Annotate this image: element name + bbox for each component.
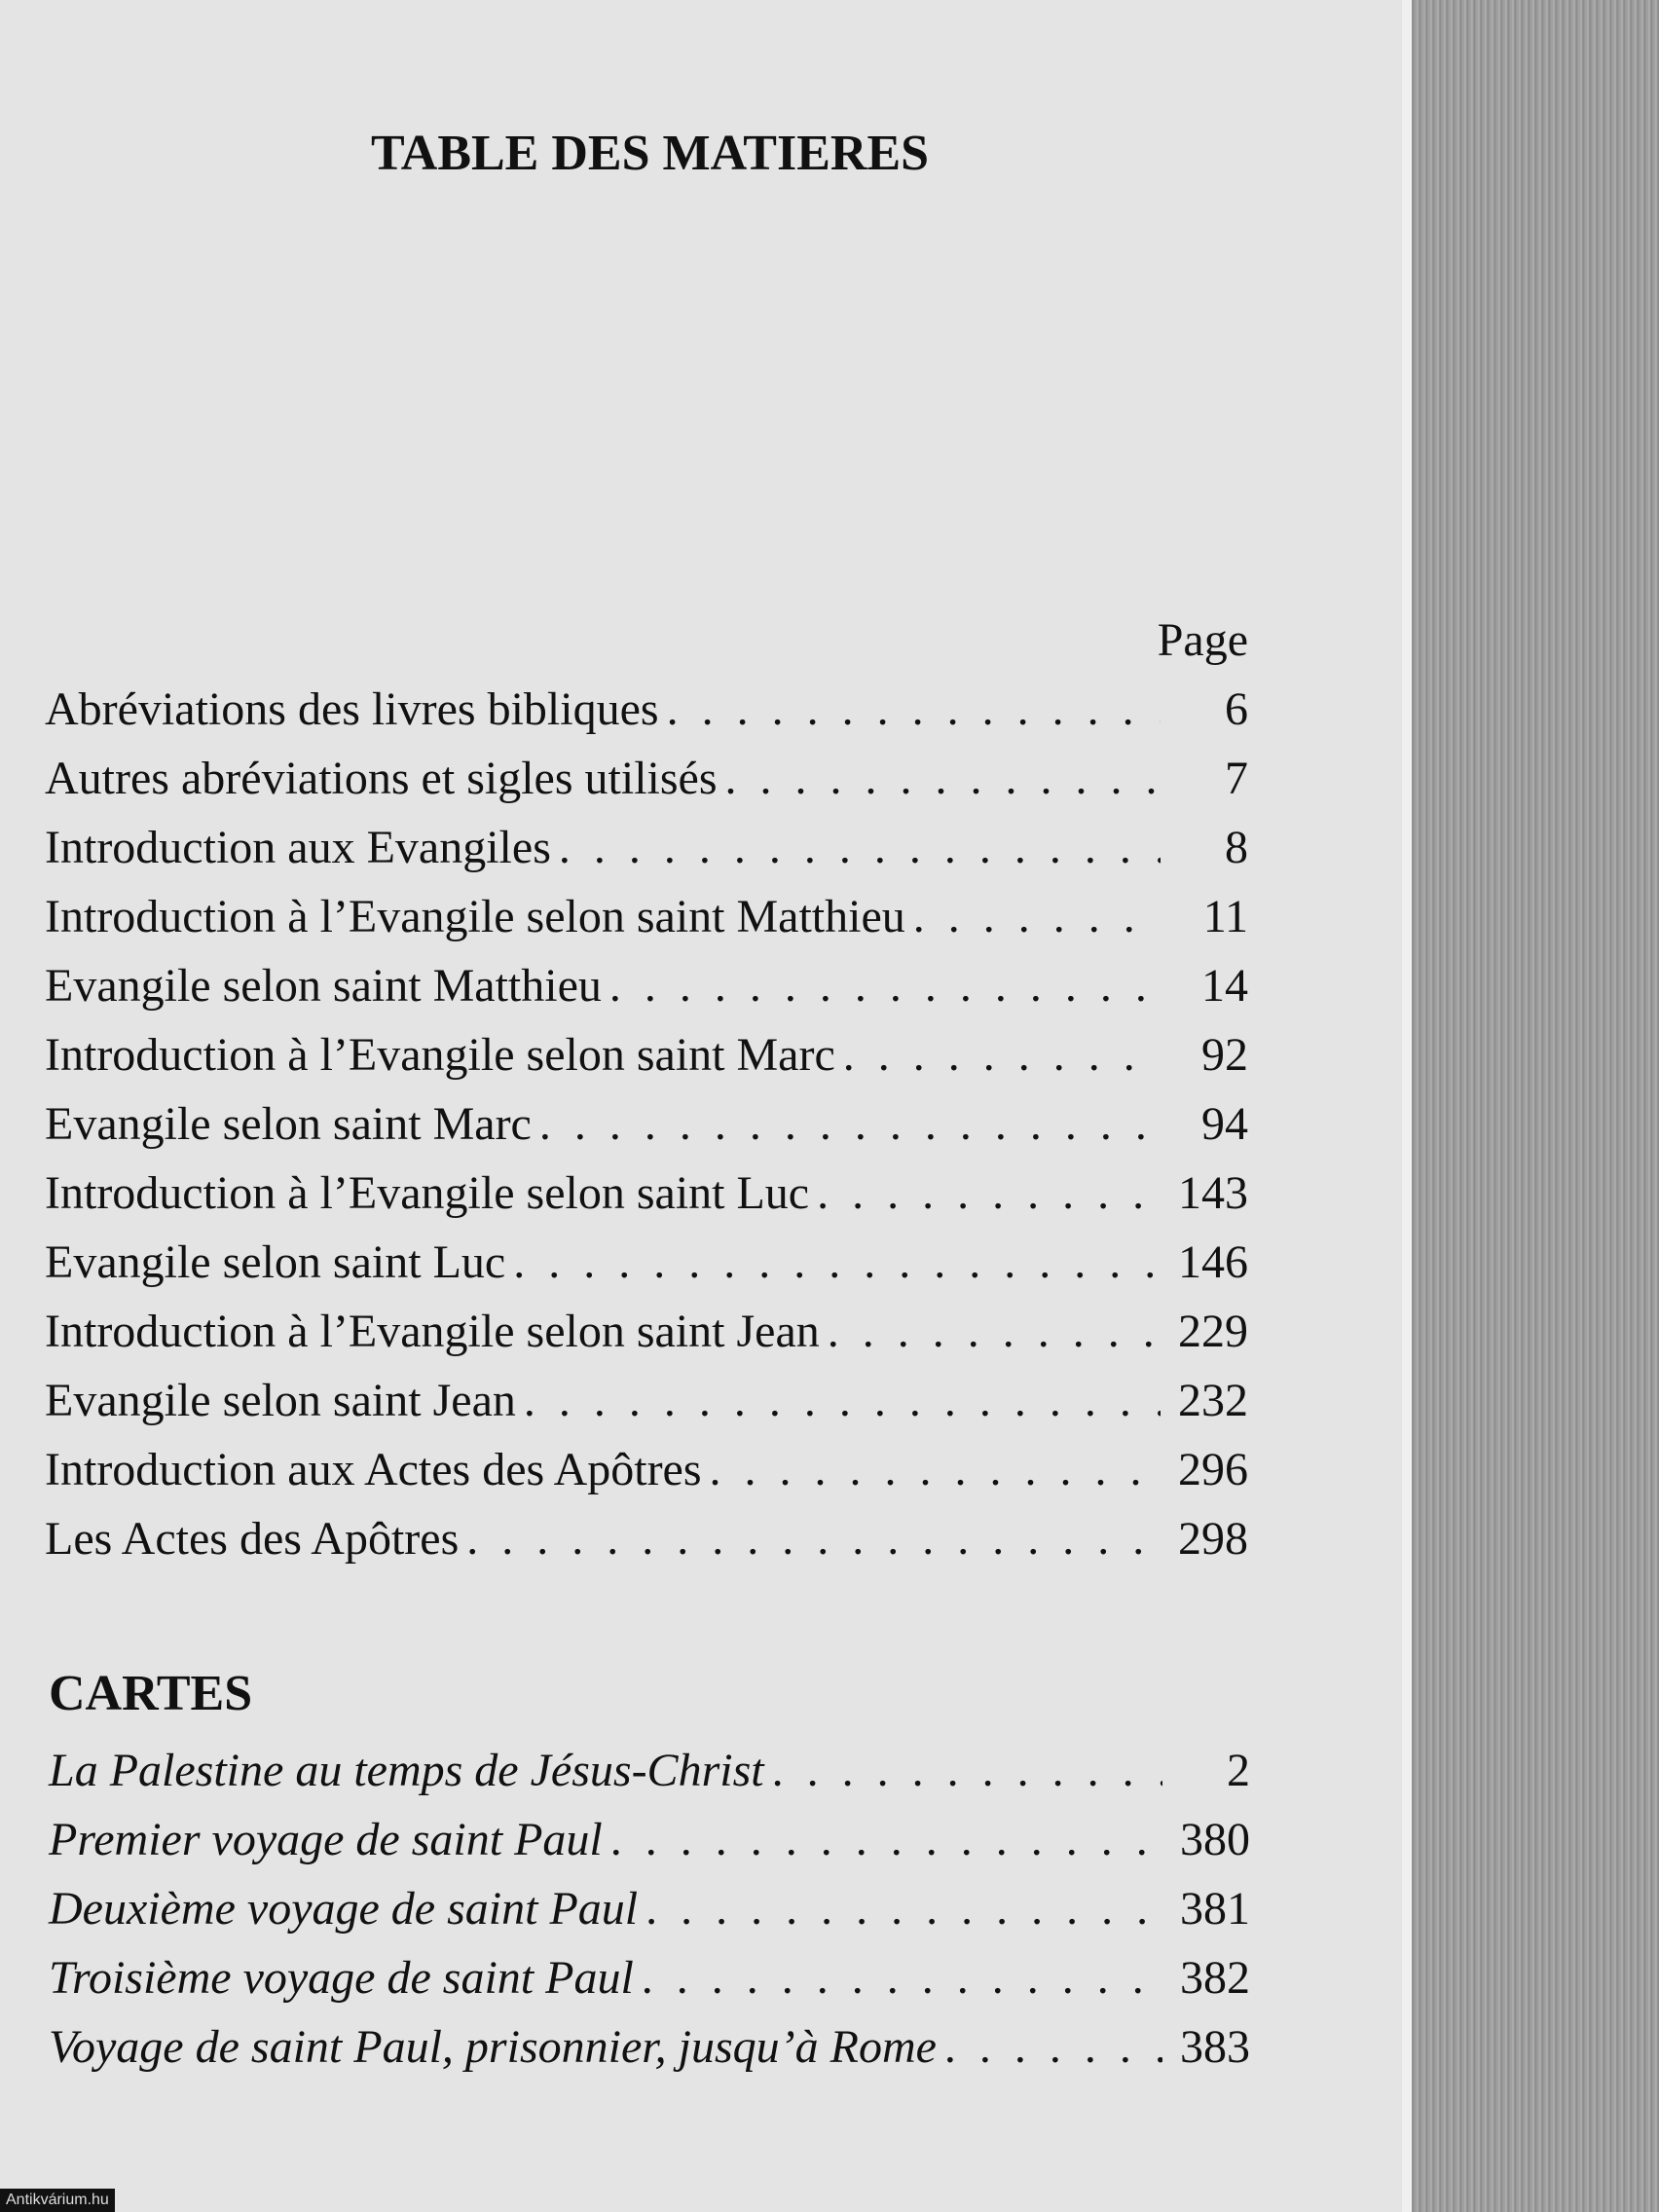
- toc-entry-page: 92: [1201, 1029, 1248, 1081]
- toc-entry-page: 229: [1178, 1306, 1248, 1357]
- dot-leader: [913, 882, 1161, 951]
- dot-leader: [710, 1435, 1161, 1504]
- page-column-label: Page: [1157, 614, 1248, 666]
- dot-leader: [610, 1805, 1162, 1874]
- table-of-contents: [45, 675, 1248, 1573]
- map-entry-label: La Palestine au temps de Jésus-Christ: [49, 1745, 764, 1796]
- toc-entry: [45, 1297, 1248, 1366]
- dot-leader: [609, 951, 1161, 1020]
- toc-entry-label: Introduction à l’Evangile selon saint Jean: [45, 1306, 820, 1357]
- dot-leader: [645, 1874, 1162, 1943]
- toc-entry-page: 14: [1201, 960, 1248, 1012]
- toc-entry: [45, 1366, 1248, 1435]
- page-edge-stack: [1402, 0, 1659, 2212]
- maps-heading: CARTES: [49, 1666, 253, 1721]
- map-entry-page: 382: [1180, 1952, 1250, 2004]
- map-entry: [49, 2012, 1250, 2082]
- page-title: TABLE DES MATIERES: [370, 126, 930, 181]
- watermark: Antikvárium.hu: [0, 2189, 115, 2212]
- dot-leader: [828, 1297, 1161, 1366]
- map-entry-page: 380: [1180, 1814, 1250, 1865]
- toc-entry-page: 11: [1202, 891, 1248, 942]
- dot-leader: [843, 1020, 1161, 1089]
- toc-entry-label: Evangile selon saint Matthieu: [45, 960, 602, 1012]
- map-entry: [49, 1805, 1250, 1874]
- toc-entry-page: 94: [1201, 1098, 1248, 1150]
- toc-entry-page: 8: [1225, 822, 1248, 873]
- toc-entry: [45, 813, 1248, 882]
- toc-entry-label: Introduction à l’Evangile selon saint Luc: [45, 1167, 810, 1219]
- map-entry-label: Voyage de saint Paul, prisonnier, jusqu’à Rome: [49, 2021, 937, 2073]
- dot-leader: [466, 1504, 1161, 1573]
- dot-leader: [524, 1366, 1161, 1435]
- toc-entry-page: 232: [1178, 1375, 1248, 1426]
- toc-entry-label: Abréviations des livres bibliques: [45, 683, 659, 735]
- toc-entry-page: 143: [1178, 1167, 1248, 1219]
- dot-leader: [725, 744, 1161, 813]
- dot-leader: [539, 1089, 1161, 1159]
- map-entry: [49, 1736, 1250, 1805]
- toc-entry-page: 7: [1225, 753, 1248, 804]
- map-entry-page: 2: [1227, 1745, 1250, 1796]
- map-entry-label: Premier voyage de saint Paul: [49, 1814, 603, 1865]
- toc-entry-label: Introduction aux Actes des Apôtres: [45, 1444, 702, 1495]
- dot-leader: [772, 1736, 1162, 1805]
- page-edge-highlight: [1402, 0, 1412, 2212]
- toc-entry: [45, 951, 1248, 1020]
- toc-entry-label: Evangile selon saint Marc: [45, 1098, 532, 1150]
- toc-entry-label: Introduction à l’Evangile selon saint Marc: [45, 1029, 835, 1081]
- dot-leader: [642, 1943, 1162, 2012]
- toc-entry: [45, 1435, 1248, 1504]
- maps-list: [49, 1736, 1250, 2082]
- map-entry-page: 383: [1180, 2021, 1250, 2073]
- toc-entry: [45, 1504, 1248, 1573]
- toc-entry: [45, 882, 1248, 951]
- toc-entry-label: Les Actes des Apôtres: [45, 1513, 460, 1565]
- toc-entry: [45, 675, 1248, 744]
- toc-entry-page: 6: [1225, 683, 1248, 735]
- toc-entry: [45, 1159, 1248, 1228]
- toc-entry-label: Introduction aux Evangiles: [45, 822, 551, 873]
- map-entry: [49, 1943, 1250, 2012]
- dot-leader: [667, 675, 1161, 744]
- map-entry-label: Deuxième voyage de saint Paul: [49, 1883, 639, 1935]
- toc-entry-page: 146: [1178, 1236, 1248, 1288]
- map-entry-page: 381: [1180, 1883, 1250, 1935]
- toc-entry-page: 298: [1178, 1513, 1248, 1565]
- toc-entry-label: Autres abréviations et sigles utilisés: [45, 753, 718, 804]
- toc-entry-label: Evangile selon saint Jean: [45, 1375, 516, 1426]
- map-entry: [49, 1874, 1250, 1943]
- dot-leader: [559, 813, 1161, 882]
- dot-leader: [817, 1159, 1161, 1228]
- dot-leader: [513, 1228, 1161, 1297]
- toc-entry: [45, 1020, 1248, 1089]
- toc-entry: [45, 744, 1248, 813]
- map-entry-label: Troisième voyage de saint Paul: [49, 1952, 634, 2004]
- toc-entry: [45, 1089, 1248, 1159]
- toc-entry: [45, 1228, 1248, 1297]
- toc-entry-page: 296: [1178, 1444, 1248, 1495]
- toc-entry-label: Introduction à l’Evangile selon saint Matthieu: [45, 891, 905, 942]
- dot-leader: [944, 2012, 1162, 2082]
- toc-entry-label: Evangile selon saint Luc: [45, 1236, 506, 1288]
